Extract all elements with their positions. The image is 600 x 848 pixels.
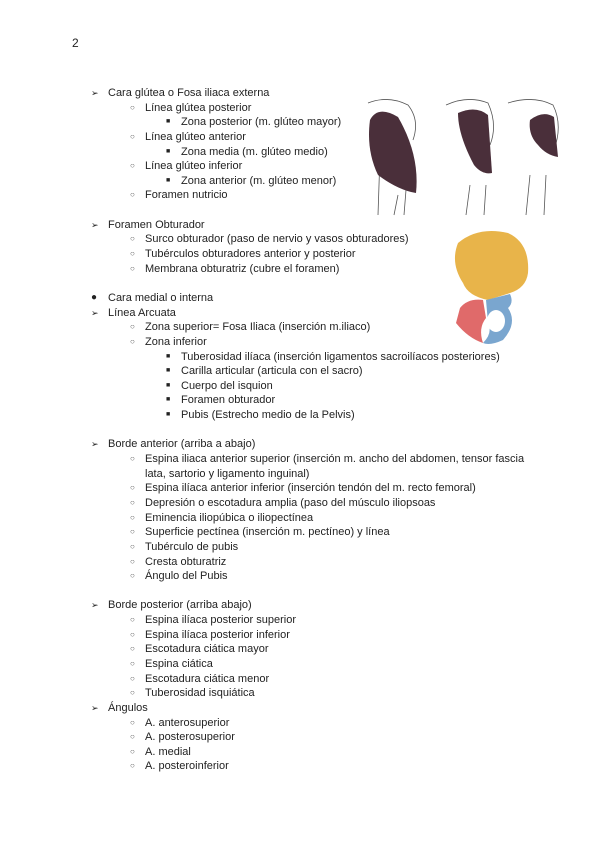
bullet-icon: ➢ xyxy=(91,219,99,230)
list-item xyxy=(0,408,600,423)
bullet-icon: ■ xyxy=(166,352,171,360)
list-item xyxy=(0,86,600,101)
list-item xyxy=(0,701,600,716)
bullet-icon: ■ xyxy=(166,367,171,375)
list-item-text: Borde anterior (arriba a abajo) xyxy=(108,438,256,451)
bullet-icon: ➢ xyxy=(91,702,99,713)
list-item-text: Zona media (m. glúteo medio) xyxy=(181,145,328,158)
list-item-text: Zona posterior (m. glúteo mayor) xyxy=(181,116,342,129)
bullet-icon: ○ xyxy=(130,454,135,464)
list-item-text: Espina iliaca anterior superior (inserción m. ancho del abdomen, tensor fascia xyxy=(145,453,525,466)
list-item-text: Línea glúteo inferior xyxy=(145,160,243,173)
list-item-text: Espina ilíaca posterior inferior xyxy=(145,628,290,641)
list-item-text: Espina ilíaca posterior superior xyxy=(145,614,297,627)
blank-line xyxy=(0,584,600,599)
list-item-text: Línea glútea posterior xyxy=(145,101,252,114)
list-item xyxy=(0,540,600,555)
page-number: 2 xyxy=(72,36,79,50)
list-item xyxy=(0,496,600,511)
bullet-icon: ○ xyxy=(130,483,135,493)
list-item xyxy=(0,613,600,628)
list-item-text: Tubérculo de pubis xyxy=(145,540,239,553)
list-item-text: Pubis (Estrecho medio de la Pelvis) xyxy=(181,409,355,422)
list-item-text: Cara medial o interna xyxy=(108,291,214,304)
bullet-icon: ■ xyxy=(166,147,171,155)
list-item-text: Zona inferior xyxy=(145,335,207,348)
list-item-text: Borde posterior (arriba abajo) xyxy=(108,599,252,612)
bullet-icon: ➢ xyxy=(91,600,99,611)
list-item-text: Zona superior= Fosa Iliaca (inserción m.iliaco) xyxy=(145,321,371,334)
bullet-icon: ○ xyxy=(130,629,135,639)
bullet-icon: ○ xyxy=(130,234,135,244)
list-item xyxy=(0,174,600,189)
bullet-icon: ■ xyxy=(166,381,171,389)
list-item xyxy=(0,247,600,262)
bullet-icon: ■ xyxy=(166,118,171,126)
list-item-text: Tuberosidad isquiática xyxy=(145,687,255,700)
bullet-icon: ○ xyxy=(130,761,135,771)
list-item-text: Ángulos xyxy=(108,701,148,714)
list-item-text: Línea glúteo anterior xyxy=(145,130,246,143)
list-item xyxy=(0,306,600,321)
bullet-icon: ○ xyxy=(130,336,135,346)
list-item-text: Foramen obturador xyxy=(181,394,276,407)
list-item xyxy=(0,145,600,160)
list-item-text: Tubérculos obturadores anterior y posterior xyxy=(145,248,356,261)
list-item-text: Escotadura ciática mayor xyxy=(145,643,269,656)
list-item xyxy=(0,511,600,526)
list-item xyxy=(0,716,600,731)
bullet-icon: ○ xyxy=(130,673,135,683)
bullet-icon: ➢ xyxy=(91,307,99,318)
bullet-icon: ○ xyxy=(130,556,135,566)
list-item xyxy=(0,642,600,657)
bullet-icon: ○ xyxy=(130,644,135,654)
bullet-icon: ○ xyxy=(130,658,135,668)
list-item-text: Tuberosidad ilíaca (inserción ligamentos sacroilíacos posteriores) xyxy=(181,350,500,363)
list-item-text: Espina ilíaca anterior inferior (inserción tendón del m. recto femoral) xyxy=(145,482,476,495)
list-item xyxy=(0,130,600,145)
list-item-text: Surco obturador (paso de nervio y vasos obturadores) xyxy=(145,233,409,246)
list-item-text: Cara glútea o Fosa iliaca externa xyxy=(108,87,270,99)
list-item xyxy=(0,672,600,687)
bullet-icon: ○ xyxy=(130,161,135,171)
list-item xyxy=(0,745,600,760)
list-item xyxy=(0,481,600,496)
blank-line xyxy=(0,423,600,438)
list-item xyxy=(0,467,600,482)
list-item xyxy=(0,335,600,350)
list-item-text: lata, sartorio y ligamento inguinal) xyxy=(145,467,310,480)
list-item xyxy=(0,115,600,130)
list-item-text: Línea Arcuata xyxy=(108,306,176,319)
list-item xyxy=(0,598,600,613)
list-item xyxy=(0,525,600,540)
list-item xyxy=(0,232,600,247)
bullet-icon: ■ xyxy=(166,176,171,184)
bullet-icon: ○ xyxy=(130,541,135,551)
list-item xyxy=(0,437,600,452)
list-item xyxy=(0,350,600,365)
list-item xyxy=(0,218,600,233)
list-item xyxy=(0,759,600,774)
document-body xyxy=(0,86,600,774)
list-item-text: Cresta obturatriz xyxy=(145,555,227,568)
blank-line xyxy=(0,276,600,291)
bullet-icon: ■ xyxy=(166,396,171,404)
list-item-text: Cuerpo del isquion xyxy=(181,379,273,392)
list-item xyxy=(0,159,600,174)
list-item-text: Superficie pectínea (inserción m. pectíneo) y línea xyxy=(145,526,390,539)
list-item-text: A. anterosuperior xyxy=(145,716,230,729)
list-item xyxy=(0,452,600,467)
list-item-text: A. medial xyxy=(145,745,191,758)
bullet-icon: ○ xyxy=(130,497,135,507)
bullet-icon: ➢ xyxy=(91,88,99,98)
bullet-icon: ○ xyxy=(130,746,135,756)
bullet-icon: ● xyxy=(91,291,98,303)
bullet-icon: ○ xyxy=(130,131,135,141)
blank-line xyxy=(0,203,600,218)
list-item xyxy=(0,291,600,306)
list-item xyxy=(0,555,600,570)
bullet-icon: ○ xyxy=(130,527,135,537)
list-item-text: Eminencia iliopúbica o iliopectínea xyxy=(145,511,314,524)
list-item-text: Foramen Obturador xyxy=(108,218,205,231)
list-item xyxy=(0,262,600,277)
list-item xyxy=(0,628,600,643)
bullet-icon: ○ xyxy=(130,571,135,581)
list-item xyxy=(0,188,600,203)
list-item xyxy=(0,320,600,335)
list-item xyxy=(0,393,600,408)
list-item xyxy=(0,657,600,672)
list-item xyxy=(0,730,600,745)
bullet-icon: ○ xyxy=(130,263,135,273)
list-item-text: Espina ciática xyxy=(145,657,213,670)
bullet-icon: ○ xyxy=(130,732,135,742)
bullet-icon: ○ xyxy=(130,615,135,625)
list-item xyxy=(0,686,600,701)
bullet-icon: ○ xyxy=(130,688,135,698)
bullet-icon: ○ xyxy=(130,322,135,332)
bullet-icon: ○ xyxy=(130,717,135,727)
bullet-icon: ○ xyxy=(130,102,135,112)
bullet-icon: ➢ xyxy=(91,439,99,450)
list-item-text: Carilla articular (articula con el sacro) xyxy=(181,365,363,378)
bullet-icon: ○ xyxy=(130,249,135,259)
list-item-text: Ángulo del Pubis xyxy=(145,570,228,583)
list-item xyxy=(0,101,600,116)
bullet-icon: ○ xyxy=(130,190,135,200)
list-item xyxy=(0,379,600,394)
list-item-text: Foramen nutricio xyxy=(145,189,228,202)
list-item-text: A. posteroinferior xyxy=(145,760,229,773)
list-item-text: A. posterosuperior xyxy=(145,731,235,744)
list-item-text: Depresión o escotadura amplia (paso del músculo iliopsoas xyxy=(145,496,436,509)
list-item-text: Escotadura ciática menor xyxy=(145,672,270,685)
bullet-icon: ■ xyxy=(166,411,171,419)
list-item xyxy=(0,569,600,584)
bullet-icon: ○ xyxy=(130,512,135,522)
list-item-text: Membrana obturatriz (cubre el foramen) xyxy=(145,262,340,275)
list-item-text: Zona anterior (m. glúteo menor) xyxy=(181,174,337,187)
list-item xyxy=(0,364,600,379)
